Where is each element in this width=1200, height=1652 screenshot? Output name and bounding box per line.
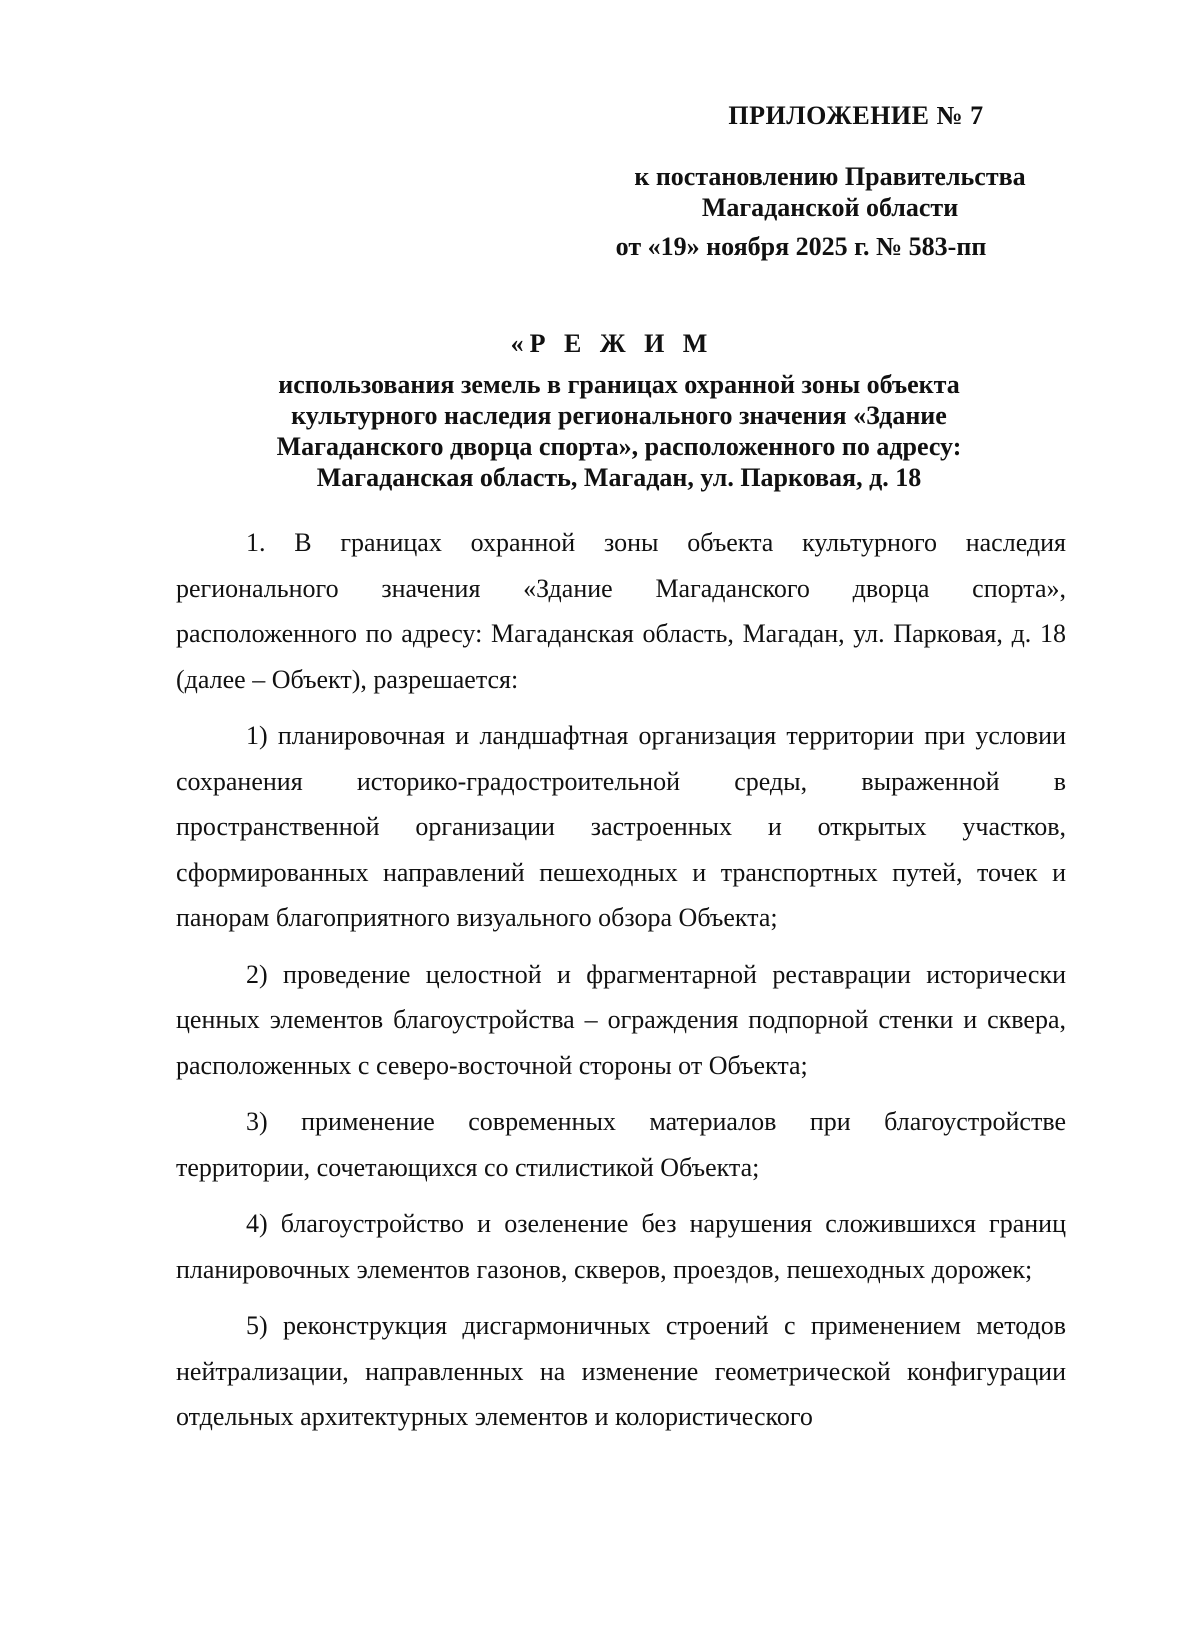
title-subtitle-line: культурного наследия регионального значения «Здание <box>291 401 947 430</box>
region-name: Магаданской области <box>701 193 959 222</box>
title-subtitle-line: использования земель в границах охранной зоны объекта <box>278 370 960 399</box>
title-subtitle-line: Магаданская область, Магадан, ул. Парковая, д. 18 <box>316 463 922 492</box>
document-title <box>170 328 1068 493</box>
resolution-reference: к постановлению Правительства <box>634 162 1026 191</box>
paragraph-intro: 1. В границах охранной зоны объекта культурного наследия регионального значения «Здание Магаданского дворца спорта», расположенного по адресу: Магаданская область, Магадан, ул. Парковая, д. 18 (далее – Объект), разрешается: <box>176 528 1066 694</box>
resolution-date-number: от «19» ноября 2025 г. № 583-пп <box>615 232 987 261</box>
appendix-number: ПРИЛОЖЕНИЕ № 7 <box>728 101 984 130</box>
document-body <box>176 520 1066 1440</box>
title-regime: «Р Е Ж И М <box>510 329 714 358</box>
list-item-5: 5) реконструкция дисгармоничных строений с применением методов нейтрализации, направленных на изменение геометрической конфигурации отдельных архитектурных элементов и колористического <box>176 1311 1066 1431</box>
list-item-1: 1) планировочная и ландшафтная организация территории при условии сохранения историко-градостроительной среды, выраженной в пространственной организации застроенных и открытых участков, сформированных направлений пешеходных и транспортных путей, точек и панорам благоприятного визуального обзора Объекта; <box>176 721 1066 932</box>
list-item-4: 4) благоустройство и озеленение без нарушения сложившихся границ планировочных элементов газонов, скверов, проездов, пешеходных дорожек; <box>176 1209 1066 1284</box>
title-subtitle-line: Магаданского дворца спорта», расположенного по адресу: <box>276 432 962 461</box>
appendix-header <box>560 100 1100 262</box>
list-item-3: 3) применение современных материалов при благоустройстве территории, сочетающихся со стилистикой Объекта; <box>176 1107 1066 1182</box>
list-item-2: 2) проведение целостной и фрагментарной реставрации исторически ценных элементов благоустройства – ограждения подпорной стенки и сквера, расположенных с северо-восточной стороны от Объекта; <box>176 959 1066 1080</box>
